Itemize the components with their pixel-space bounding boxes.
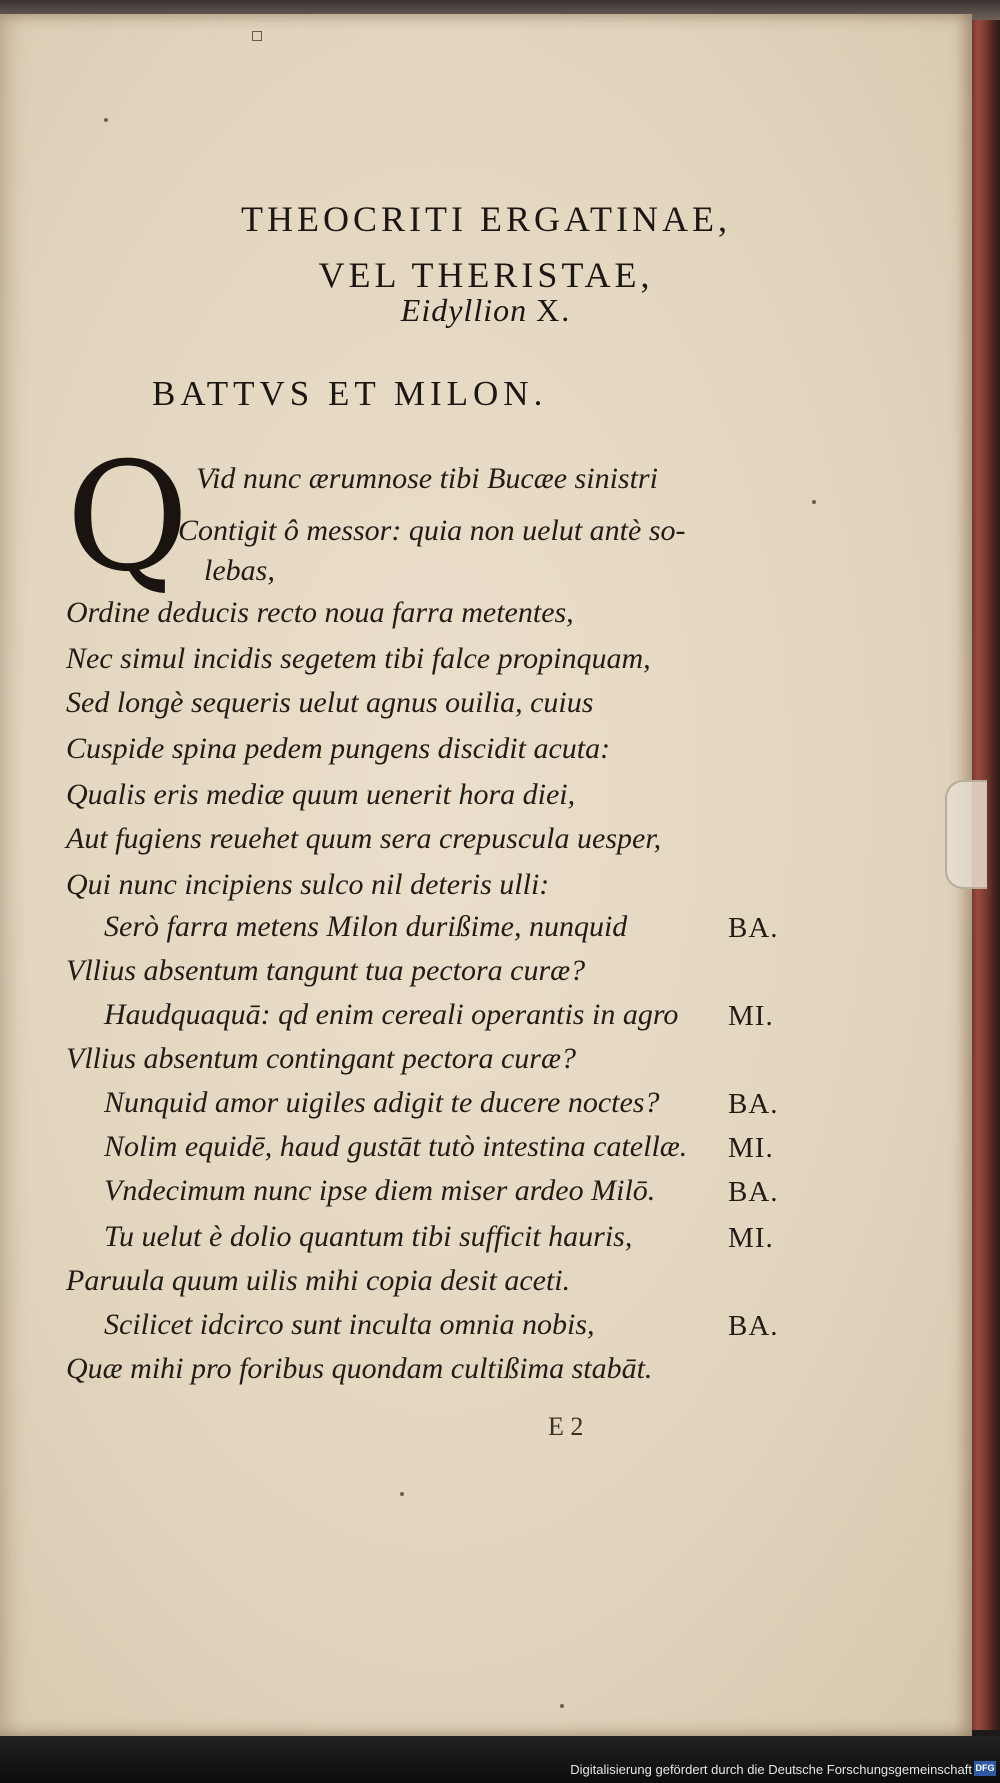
verse-line: Contigit ô messor: quia non uelut antè so- [178, 514, 686, 547]
speaker-label: MI. [728, 1222, 774, 1254]
ink-speck [560, 1704, 564, 1708]
verse-line: Nunquid amor uigiles adigit te ducere noctes? [104, 1086, 660, 1119]
verse-line: Aut fugiens reuehet quum sera crepuscula uesper, [66, 822, 662, 855]
title-line-2: VEL THERISTAE, [318, 255, 654, 295]
verse-line: Cuspide spina pedem pungens discidit acuta: [66, 732, 611, 765]
page-turn-tab[interactable] [945, 780, 987, 889]
verse-line: Vid nunc ærumnose tibi Bucæe sinistri [196, 462, 658, 495]
signature-mark: E 2 [548, 1412, 584, 1441]
speaker-label: MI. [728, 1000, 774, 1032]
book-page [0, 14, 972, 1736]
verse-line: Tu uelut è dolio quantum tibi sufficit hauris, [104, 1220, 633, 1253]
speaker-label: MI. [728, 1132, 774, 1164]
title-word: Eidyllion [400, 292, 528, 328]
speakers-heading: BATTVS ET MILON. [152, 374, 548, 413]
title-line-3 [0, 292, 972, 329]
verse-line: Qualis eris mediæ quum uenerit hora diei, [66, 778, 576, 811]
ink-speck [400, 1492, 404, 1496]
verse-line: Nolim equidē, haud gustāt tutò intestina catellæ. [104, 1130, 688, 1163]
speaker-label: BA. [728, 1088, 779, 1120]
drop-cap: Q [66, 431, 189, 605]
verse-line: Sed longè sequeris uelut agnus ouilia, cuius [66, 686, 594, 719]
verse-line: Scilicet idcirco sunt inculta omnia nobis, [104, 1308, 595, 1341]
verse-line: Serò farra metens Milon durißime, nunquid [104, 910, 628, 943]
verse-line: Qui nunc incipiens sulco nil deteris ulli: [66, 868, 550, 901]
verse-line: lebas, [204, 554, 275, 587]
verse-line: Ordine deducis recto noua farra metentes, [66, 596, 574, 629]
verse-line: Vllius absentum contingant pectora curæ? [66, 1042, 576, 1075]
verse-line: Haudquaquā: qd enim cereali operantis in agro [104, 998, 679, 1031]
verse-line: Vndecimum nunc ipse diem miser ardeo Milō. [104, 1174, 656, 1207]
verse-line: Quæ mihi pro foribus quondam cultißima stabāt. [66, 1352, 653, 1385]
speaker-label: BA. [728, 912, 779, 944]
ink-speck [104, 118, 108, 122]
verse-line: Nec simul incidis segetem tibi falce propinquam, [66, 642, 651, 675]
verse-line: Vllius absentum tangunt tua pectora curæ? [66, 954, 586, 987]
speaker-label: BA. [728, 1176, 779, 1208]
funding-credit: Digitalisierung gefördert durch die Deutsche Forschungsgemeinschaft [570, 1762, 972, 1777]
printer-mark [252, 31, 262, 41]
speaker-label: BA. [728, 1310, 779, 1342]
ink-speck [812, 500, 816, 504]
title-line-1: THEOCRITI ERGATINAE, [241, 199, 731, 239]
title-numeral: X. [536, 292, 572, 328]
verse-line: Paruula quum uilis mihi copia desit aceti. [66, 1264, 571, 1297]
dfg-logo: DFG [974, 1761, 996, 1776]
